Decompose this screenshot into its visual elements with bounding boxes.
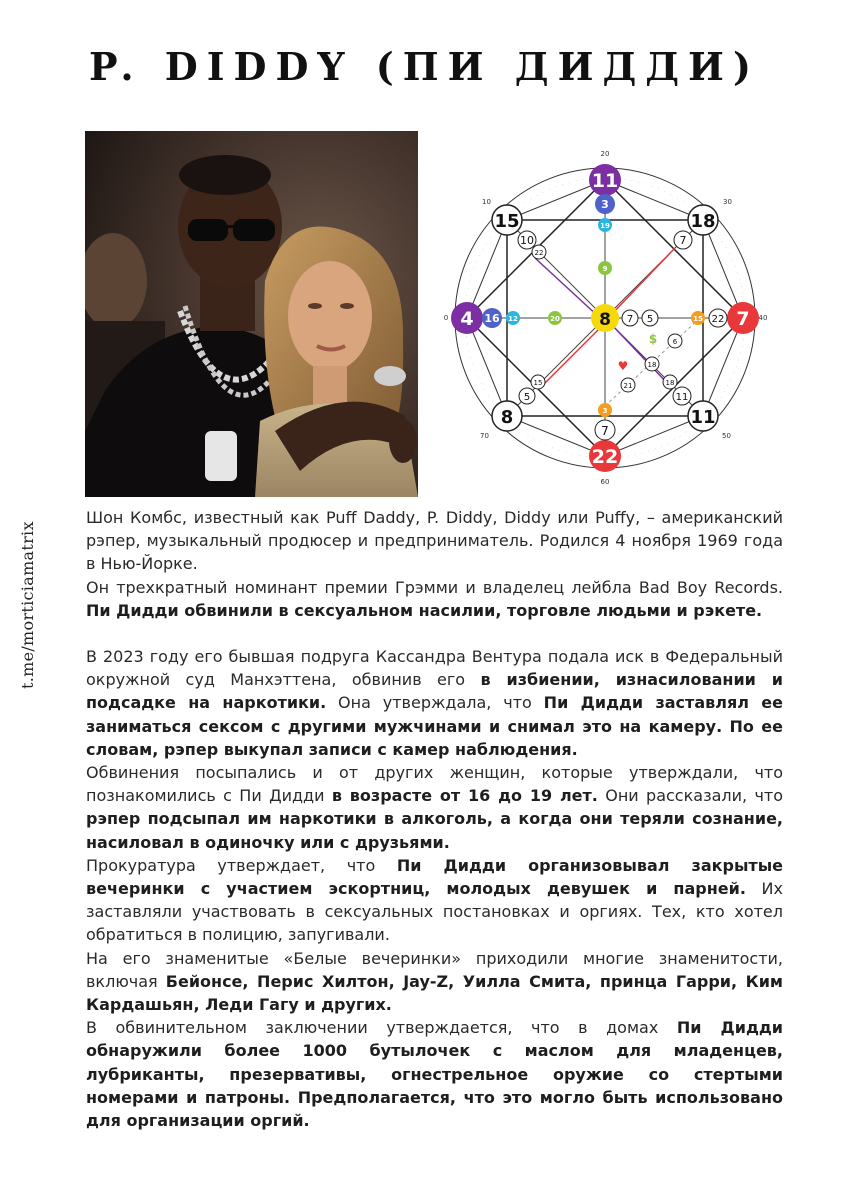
svg-text:7: 7	[736, 308, 750, 330]
svg-text:4: 4	[460, 308, 474, 330]
node-outer-top	[589, 164, 621, 196]
svg-text:18: 18	[647, 361, 657, 369]
bold-text: в избиении, изнасиловании и подсадке на наркотики.	[86, 670, 783, 713]
text-run: Они рассказали, что	[597, 786, 784, 806]
svg-text:15: 15	[533, 379, 543, 387]
paragraph-5	[86, 854, 783, 947]
node-22-top-left	[532, 245, 546, 259]
bold-text: рэпер подсыпал им наркотики в алкоголь, а когда они теряли сознание, насиловал в одиночку или с друзьями.	[86, 809, 783, 852]
bold-text: Пи Дидди обнаружили более 1000 бутылочек с маслом для младенцев, лубриканты, презервативы, огнестрельное оружие со стертыми номерами и патроны. Предполагается, что это могло быть использовано для организации оргий.	[86, 1018, 784, 1131]
destiny-matrix-diagram	[440, 148, 770, 488]
node-inner-bottom-right	[663, 375, 677, 389]
text-run: Обвинения посыпались и от других женщин, которые утверждали, что познакомились с Пи Дидди	[86, 763, 783, 806]
text-run: На его знаменитые «Белые вечеринки» приходили многие знаменитости, включая	[86, 948, 783, 991]
svg-text:19: 19	[600, 222, 610, 230]
node-5	[519, 388, 535, 404]
node-center-row-1	[622, 310, 638, 326]
text-run: В обвинительном заключении утверждается, что в домах	[86, 1018, 677, 1038]
paragraph-1	[86, 506, 783, 576]
svg-text:20: 20	[550, 315, 560, 323]
svg-text:11: 11	[675, 392, 689, 403]
age-label-bl: 70	[480, 432, 489, 440]
bold-text: в возрасте от 16 до 19 лет.	[331, 786, 598, 806]
svg-text:16: 16	[484, 312, 500, 325]
axis-label-right: 40	[758, 314, 768, 322]
dollar-icon: $	[648, 332, 658, 346]
node-21	[621, 378, 635, 392]
svg-text:15: 15	[494, 211, 520, 232]
node-11-bottom-right	[673, 387, 691, 405]
node-inner-bottom-left	[531, 375, 545, 389]
svg-text:18: 18	[665, 379, 675, 387]
paragraph-7	[86, 1016, 783, 1132]
svg-text:5: 5	[646, 314, 654, 325]
text-run: Шон Комбс, известный как Puff Daddy, P. Diddy, Diddy или Puffy, – американский рэпер, музыкальный продюсер и предприниматель. Родился 4 ноября 1969 года в Нью-Йорке.	[86, 508, 783, 574]
svg-text:12: 12	[508, 315, 518, 323]
svg-text:11: 11	[690, 407, 716, 428]
node-12	[506, 311, 520, 325]
article-body	[86, 506, 783, 1132]
celebrity-photo	[85, 131, 418, 497]
svg-text:15: 15	[693, 315, 703, 323]
svg-text:11: 11	[591, 170, 619, 192]
node-outer-left	[451, 302, 483, 334]
svg-text:9: 9	[602, 265, 608, 273]
text-run: Он трехкратный номинант премии Грэмми и владелец лейбла Bad Boy Records.	[86, 577, 783, 597]
svg-text:3: 3	[602, 407, 608, 415]
node-outer-top-left	[492, 205, 522, 235]
node-inner-top-right	[674, 231, 692, 249]
node-22-right	[709, 309, 727, 327]
age-label-tr: 30	[723, 198, 732, 206]
svg-text:8: 8	[500, 407, 514, 428]
svg-text:22: 22	[534, 249, 544, 257]
node-outer-right	[727, 302, 759, 334]
svg-text:5: 5	[523, 392, 531, 403]
text-run: Прокуратура утверждает, что	[86, 855, 397, 875]
node-outer-top-right	[688, 205, 718, 235]
svg-text:8: 8	[599, 310, 611, 330]
node-center-row-2	[642, 310, 658, 326]
node-18-bottom-right	[645, 357, 659, 371]
axis-label-left: 0	[443, 314, 449, 322]
node-outer-bottom-left	[492, 401, 522, 431]
node-19	[598, 218, 612, 232]
node-inner-top-left	[518, 231, 536, 249]
svg-text:7: 7	[601, 424, 609, 438]
node-inner-left	[482, 308, 502, 328]
text-run: Их заставляли участвовать в сексуальных постановках и оргиях. Тех, кто хотел обратиться в полицию, запугивали.	[86, 879, 783, 945]
node-7-bottom	[595, 420, 615, 440]
svg-text:7: 7	[679, 234, 687, 247]
axis-label-bottom: 60	[600, 478, 610, 486]
paragraph-2	[86, 576, 783, 622]
paragraph-4	[86, 761, 783, 854]
node-outer-bottom-right	[688, 401, 718, 431]
node-20	[548, 311, 562, 325]
paragraph-6	[86, 947, 783, 1017]
bold-text: Пи Дидди организовывал закрытые вечеринки с участием эскортниц, молодых девушек и парней.	[86, 855, 784, 899]
node-outer-bottom	[589, 440, 621, 472]
age-label-br: 50	[722, 432, 731, 440]
bold-text: Пи Дидди заставлял ее заниматься сексом с другими мужчинами и снимал это на камеру. По ее словам, рэпер выкупал записи с камер наблюдения.	[86, 693, 783, 759]
svg-text:10: 10	[520, 234, 534, 247]
svg-text:22: 22	[711, 314, 725, 325]
text-run: Она утверждала, что	[326, 693, 544, 713]
svg-text:21: 21	[623, 382, 633, 390]
bold-text: Пи Дидди обвинили в сексуальном насилии, торговле людьми и рэкете.	[86, 600, 763, 620]
bold-text: Бейонсе, Перис Хилтон, Jay-Z, Уилла Смита, принца Гарри, Ким Кардашьян, Леди Гагу и других.	[86, 971, 783, 1015]
svg-text:22: 22	[591, 446, 619, 468]
svg-text:3: 3	[601, 198, 609, 211]
axis-label-top: 20	[600, 150, 610, 158]
svg-text:6: 6	[672, 338, 678, 346]
heart-icon: ♥	[617, 359, 629, 373]
svg-text:7: 7	[626, 314, 634, 325]
text-run: В 2023 году его бывшая подруга Кассандра Вентура подала иск в Федеральный окружной суд Манхэттена, обвинив его	[86, 647, 783, 690]
page-title: P. DIDDY (ПИ ДИДДИ)	[89, 44, 760, 89]
paragraph-3	[86, 645, 783, 761]
node-inner-top	[595, 194, 615, 214]
telegram-link[interactable]: t.me/morticiamatrix	[18, 521, 37, 689]
node-inner-right	[691, 311, 705, 325]
node-6	[668, 334, 682, 348]
node-inner-bottom	[598, 403, 612, 417]
age-label-tl: 10	[482, 198, 491, 206]
node-9	[598, 261, 612, 275]
svg-text:18: 18	[690, 211, 716, 232]
node-center	[591, 304, 619, 332]
